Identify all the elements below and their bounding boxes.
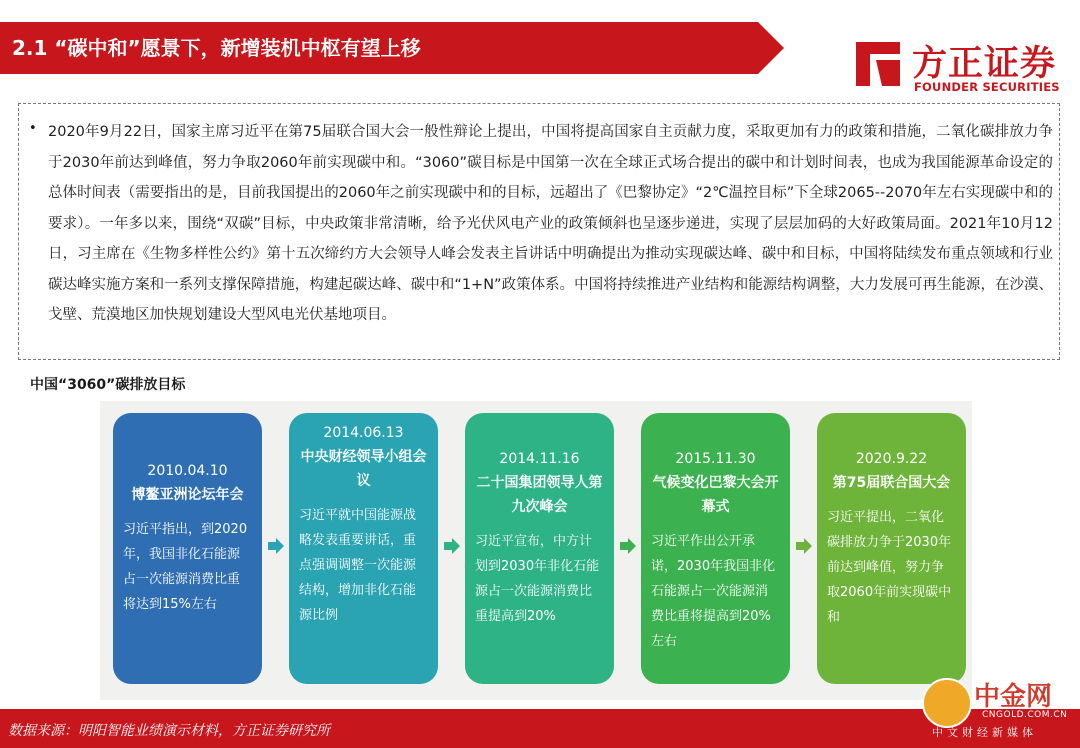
timeline-card-2010 — [113, 413, 262, 684]
card-date: 2010.04.10 — [147, 463, 228, 479]
card-event: 第75届联合国大会 — [832, 475, 951, 491]
timeline-card-2014-11 — [465, 413, 614, 684]
timeline-card-2015 — [641, 413, 790, 684]
card-description: 习近平作出公开承诺，2030年我国非化石能源占一次能源消费比重将提高到20%左右 — [651, 534, 776, 649]
logo-en-name: FOUNDER SECURITIES — [914, 80, 1060, 94]
card-description: 习近平指出，到2020年，我国非化石能源占一次能源消费比重将达到15%左右 — [123, 522, 248, 612]
arrow-right-icon — [444, 538, 460, 554]
arrow-right-icon — [796, 538, 812, 554]
arrow-right-icon — [620, 538, 636, 554]
card-description: 习近平就中国能源战略发表重要讲话，重点强调调整一次能源结构，增加非化石能源比例 — [299, 508, 417, 623]
watermark-url: CNGOLD.COM.CN — [982, 710, 1068, 720]
footer-bar — [0, 709, 1080, 748]
card-event: 二十国集团领导人第九次峰会 — [476, 475, 603, 515]
watermark-cn: 中金网 — [974, 682, 1053, 712]
card-date: 2014.06.13 — [323, 425, 404, 441]
founder-logo — [852, 36, 1067, 98]
intro-paragraph: 2020年9月22日，国家主席习近平在第75届联合国大会一般性辩论上提出，中国将提高国家自主贡献力度，采取更加有力的政策和措施，二氧化碳排放力争于2030年前达到峰值，努力争取2060年前实现碳中和。“3060”碳目标是中国第一次在全球正式场合提出的碳中和计划时间表，也成为我国能源革命设定的总体时间表（需要指出的是，目前我国提出的2060年之前实现碳中和的目标，远超出了《巴黎协定》“2℃温控目标”下全球2065--2070年左右实现碳中和的要求）。一年多以来，围绕“双碳”目标，中央政策非常清晰，给予光伏风电产业的政策倾斜也呈逐步递进，实现了层层加码的大好政策局面。2021年10月12日，习主席在《生物多样性公约》第十五次缔约方大会领导人峰会发表主旨讲话中明确提出为推动实现碳达峰、碳中和目标，中国将陆续发布重点领域和行业碳达峰实施方案和一系列支撑保障措施，构建起碳达峰、碳中和“1+N”政策体系。中国将持续推进产业结构和能源结构调整，大力发展可再生能源，在沙漠、戈壁、荒漠地区加快规划建设大型风电光伏基地项目。 — [48, 124, 1053, 323]
timeline-figure — [100, 401, 972, 700]
timeline-card-2014-06 — [289, 413, 438, 684]
card-event: 中央财经领导小组会议 — [300, 449, 427, 489]
card-event: 气候变化巴黎大会开幕式 — [652, 475, 779, 515]
arrow-right-icon — [268, 538, 284, 554]
bullet-icon: • — [29, 121, 37, 136]
card-date: 2020.9.22 — [855, 451, 928, 467]
founder-logo-icon — [852, 36, 904, 92]
card-description: 习近平宣布，中方计划到2030年非化石能源占一次能源消费比重提高到20% — [475, 534, 600, 624]
watermark-subtitle: 中文财经新媒体 — [932, 726, 1037, 739]
card-event: 博鳌亚洲论坛年会 — [131, 487, 244, 503]
title-banner — [0, 22, 784, 74]
intro-box — [18, 103, 1060, 360]
card-description: 习近平提出，二氧化碳排放力争于2030年前达到峰值，努力争取2060年前实现碳中和 — [827, 510, 952, 625]
card-date: 2014.11.16 — [499, 451, 580, 467]
card-date: 2015.11.30 — [675, 451, 756, 467]
cngold-watermark — [922, 676, 1074, 740]
cngold-logo-icon — [922, 678, 972, 728]
figure-title: 中国“3060”碳排放目标 — [30, 377, 186, 393]
logo-cn-name: 方正证券 — [912, 44, 1057, 84]
timeline-card-2020 — [817, 413, 966, 684]
data-source: 数据来源：明阳智能业绩演示材料，方正证券研究所 — [8, 723, 330, 739]
page-title: 2.1 “碳中和”愿景下，新增装机中枢有望上移 — [12, 36, 421, 60]
